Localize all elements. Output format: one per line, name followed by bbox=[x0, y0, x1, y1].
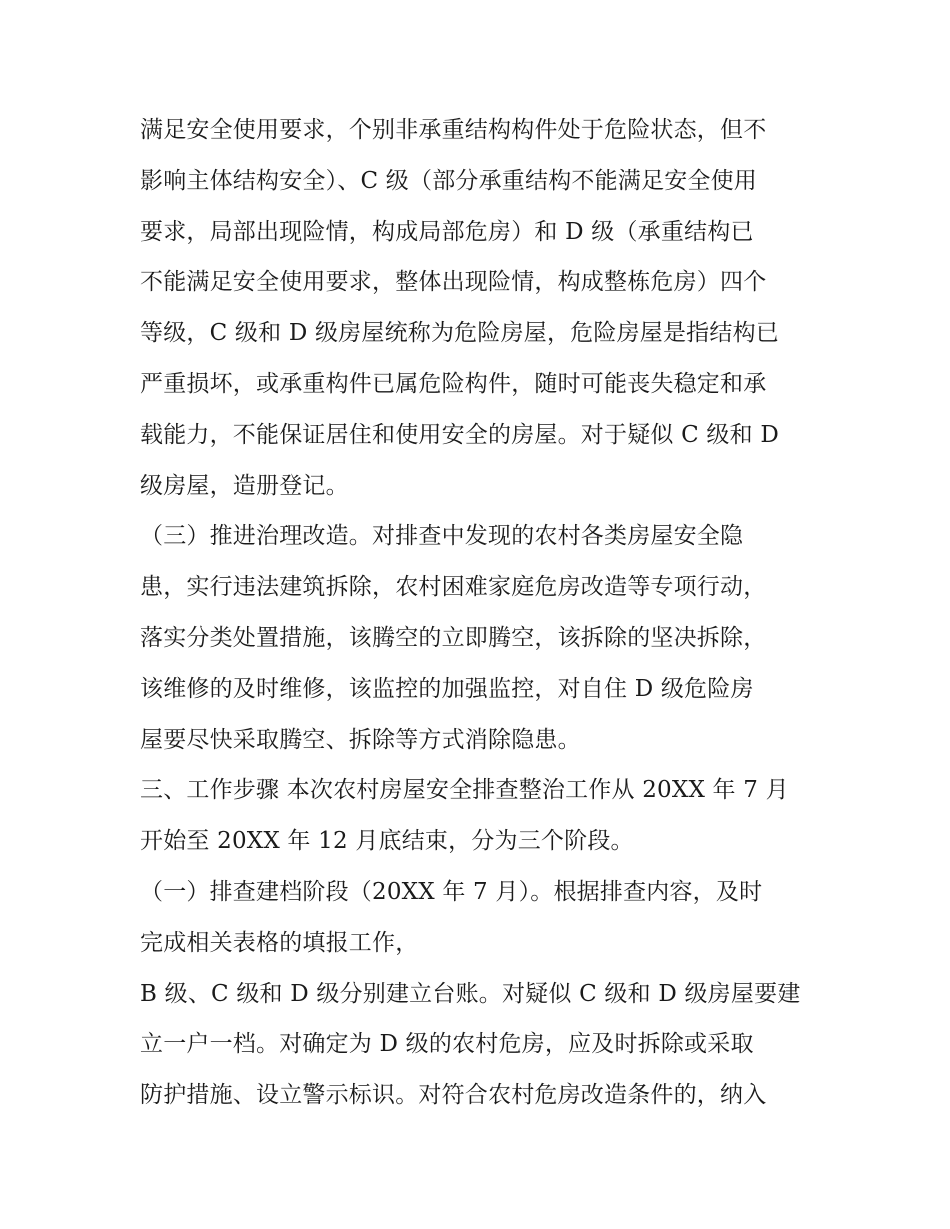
text-line: 完成相关表格的填报工作， bbox=[140, 929, 419, 956]
text-line: 立一户一档。对确定为 D 级的农村危房，应及时拆除或采取 bbox=[140, 1031, 754, 1058]
text-line: 满足安全使用要求，个别非承重结构构件处于危险状态，但不 bbox=[140, 117, 767, 143]
text-line: 载能力，不能保证居住和使用安全的房屋。对于疑似 C 级和 D bbox=[140, 421, 779, 448]
text-line: 严重损坏，或承重构件已属危险构件，随时可能丧失稳定和承 bbox=[140, 370, 767, 397]
section-heading: （一）排查建档阶段（20XX 年 7 月）。根据排查内容，及时 bbox=[140, 878, 763, 905]
document-body bbox=[140, 105, 820, 1121]
text-line: 该维修的及时维修，该监控的加强监控，对自住 D 级危险房 bbox=[140, 675, 754, 702]
text-line: B 级、C 级和 D 级分别建立台账。对疑似 C 级和 D 级房屋要建 bbox=[140, 980, 801, 1007]
text-line: 影响主体结构安全）、C 级（部分承重结构不能满足安全使用 bbox=[140, 167, 758, 194]
text-line: 开始至 20XX 年 12 月底结束，分为三个阶段。 bbox=[140, 828, 634, 855]
section-heading: 三、工作步骤 本次农村房屋安全排查整治工作从 20XX 年 7 月 bbox=[140, 777, 789, 804]
text-line: 级房屋，造册登记。 bbox=[140, 472, 349, 499]
text-line: 要求，局部出现险情，构成局部危房）和 D 级（承重结构已 bbox=[140, 218, 754, 245]
section-heading: （三）推进治理改造。对排查中发现的农村各类房屋安全隐 bbox=[140, 523, 744, 550]
text-line: 不能满足安全使用要求，整体出现险情，构成整栋危房）四个 bbox=[140, 269, 767, 296]
text-line: 防护措施、设立警示标识。对符合农村危房改造条件的，纳入 bbox=[140, 1082, 767, 1109]
text-line: 落实分类处置措施，该腾空的立即腾空，该拆除的坚决拆除， bbox=[140, 624, 767, 651]
text-line: 等级，C 级和 D 级房屋统称为危险房屋，危险房屋是指结构已 bbox=[140, 320, 779, 347]
text-line: 屋要尽快采取腾空、拆除等方式消除隐患。 bbox=[140, 726, 581, 753]
text-line: 患，实行违法建筑拆除，农村困难家庭危房改造等专项行动， bbox=[140, 574, 767, 601]
